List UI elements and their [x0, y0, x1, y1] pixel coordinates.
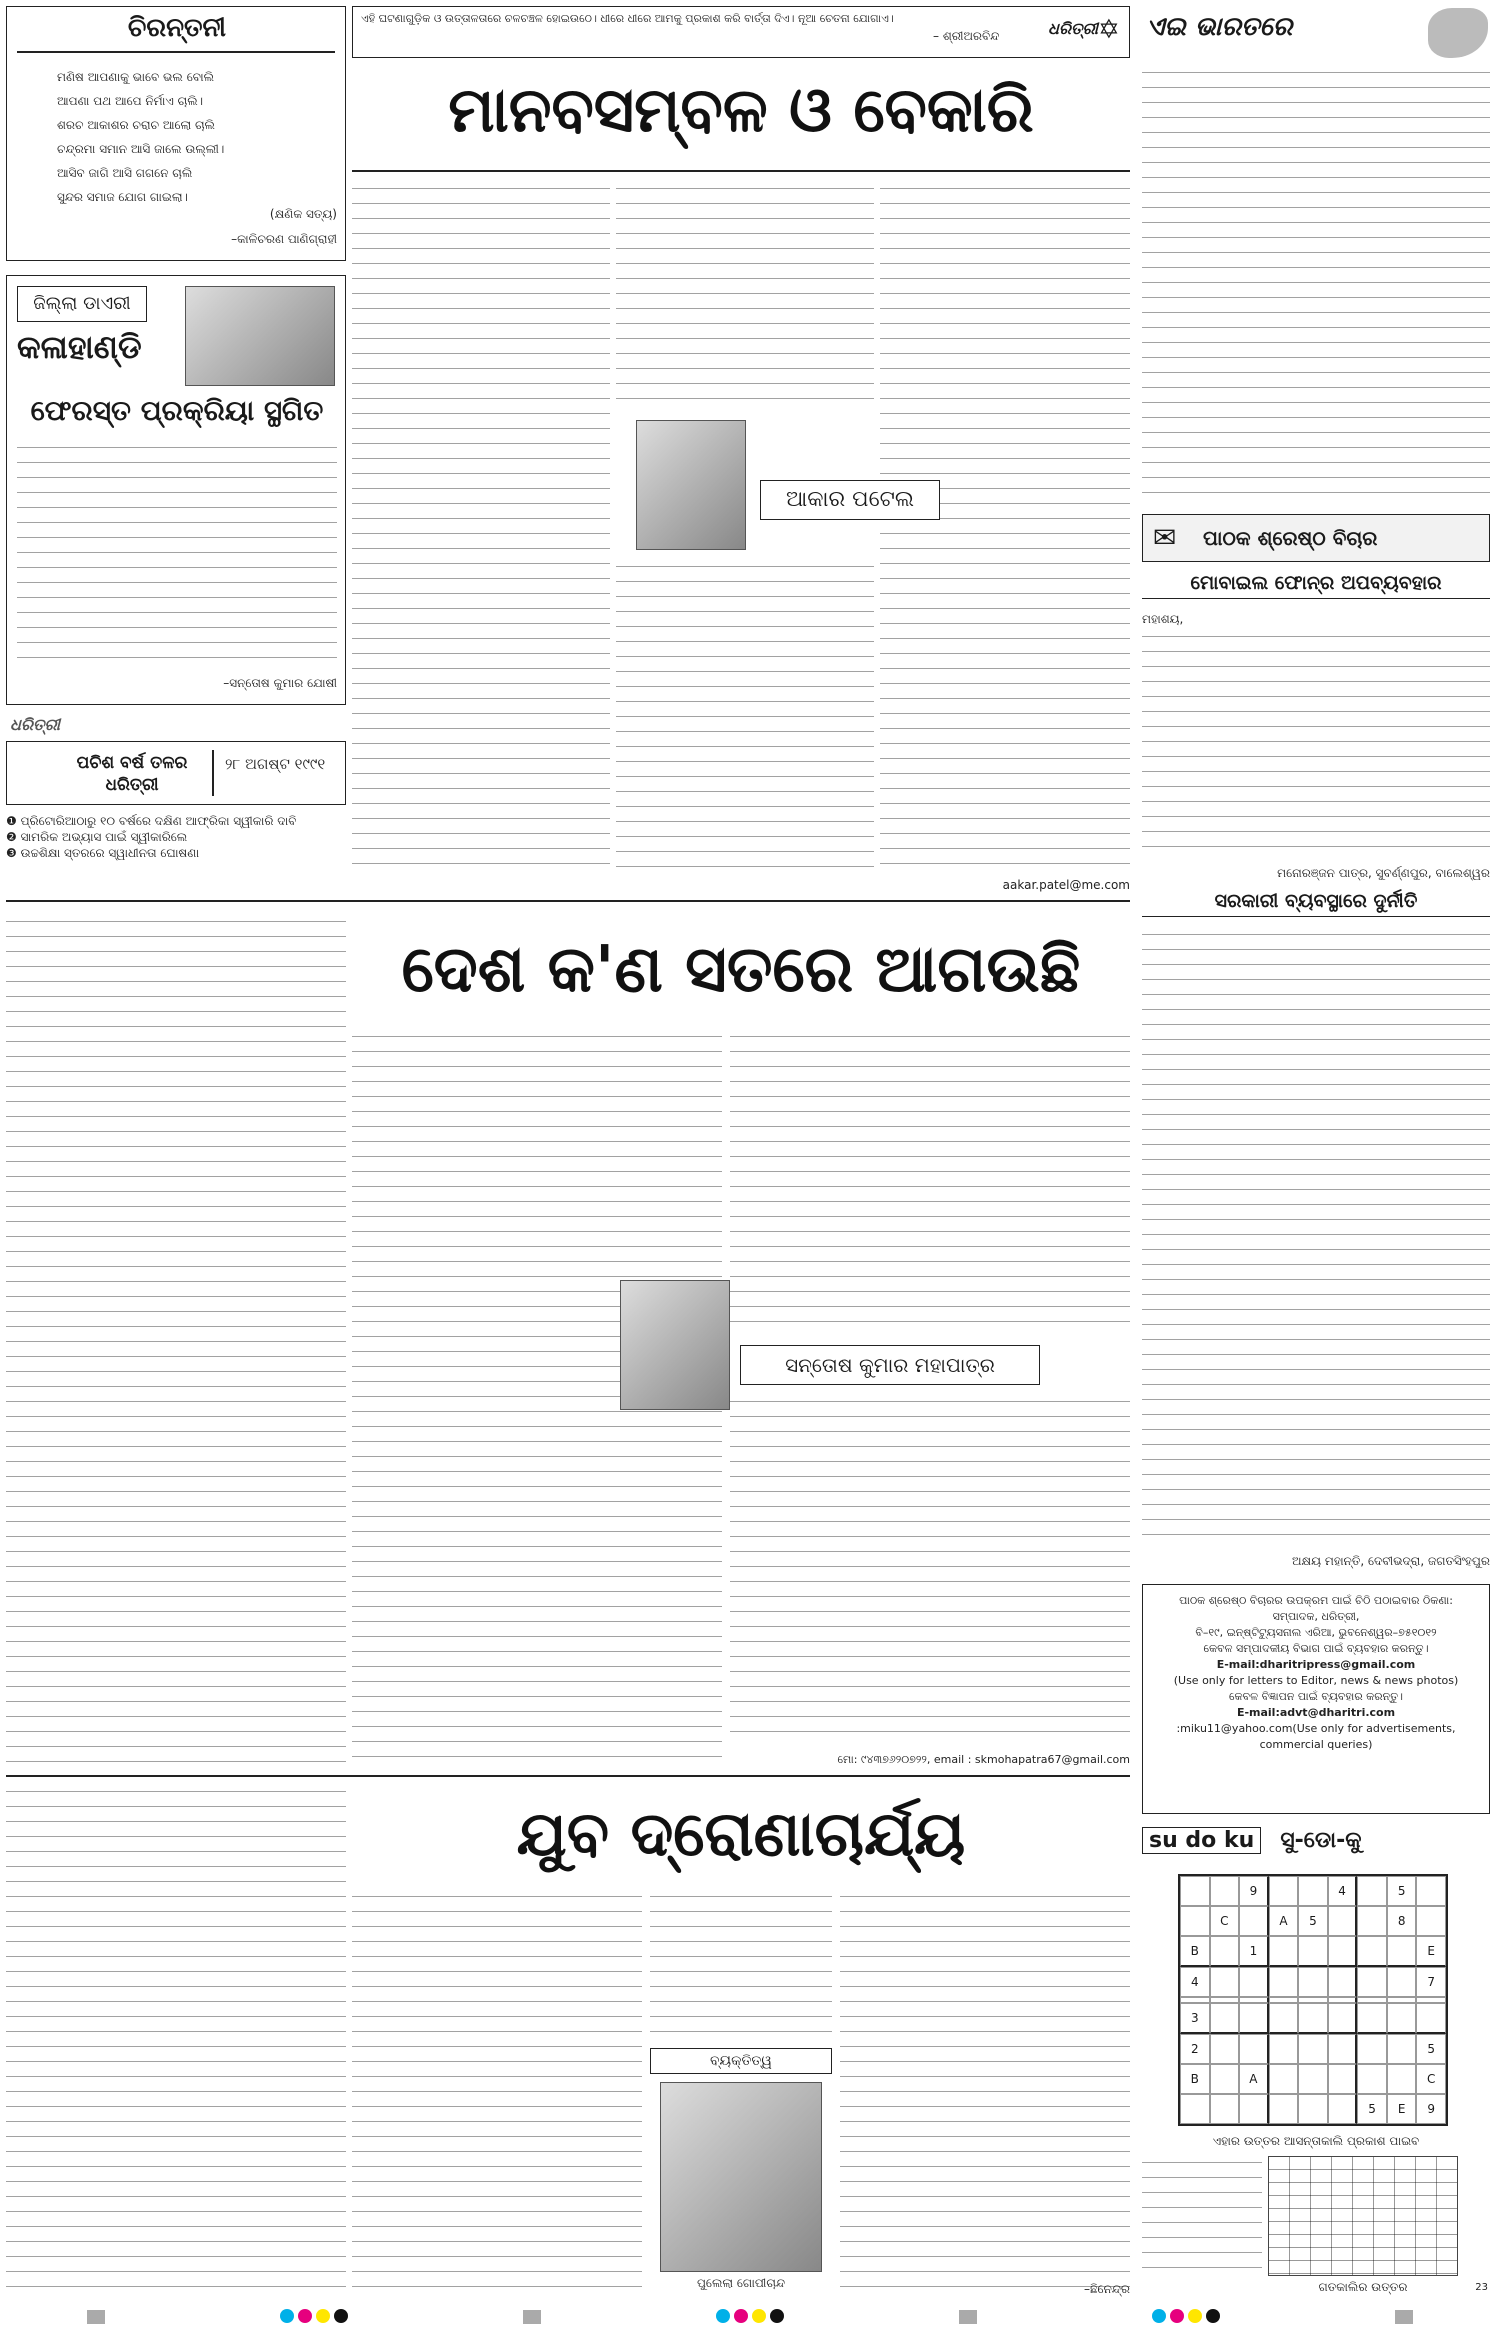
contact-line: E-mail:dharitripress@gmail.com	[1216, 1658, 1416, 1671]
sudoku-cell	[1328, 1906, 1358, 1936]
sudoku-cell	[1357, 1936, 1387, 1967]
article3-headline: ଯୁବ ଦ୍ରୋଣାଚାର୍ଯ୍ୟ	[516, 1797, 966, 1870]
article1-rule	[352, 170, 1130, 172]
poem-line: ମଣିଷ ଆପଣାକୁ ଭାବେ ଭଲ ବୋଲି	[57, 70, 215, 84]
article2-intro-body	[6, 915, 346, 1765]
poem-title: ଚିରନ୍ତନୀ	[127, 13, 227, 43]
contact-line: ବି–୧୯, ଇନ୍‌ଷ୍ଟିଟ୍ୟୁସନାଲ ଏରିଆ, ଭୁବନେଶ୍ୱର–୭୫୧୦୧୨	[1195, 1626, 1437, 1639]
sudoku-cell: 1	[1239, 1936, 1269, 1967]
contact-line: ସମ୍ପାଦକ, ଧରିତ୍ରୀ,	[1272, 1610, 1360, 1623]
print-registration-bar	[0, 2306, 1500, 2328]
sudoku-cell	[1269, 2094, 1299, 2124]
article3-body-right	[840, 1890, 1130, 2300]
article1-body-mid	[616, 182, 874, 412]
sudoku-cell	[1387, 1936, 1417, 1967]
gray-swatch	[87, 2310, 105, 2324]
sudoku-cell: B	[1180, 2064, 1210, 2094]
sudoku-title-en: su do ku	[1142, 1827, 1261, 1854]
sudoku-cell	[1357, 2034, 1387, 2064]
sudoku-cell: 7	[1416, 1967, 1446, 1997]
sudoku-cell	[1269, 2003, 1299, 2034]
article2-author-photo	[620, 1280, 730, 1410]
sudoku-cell	[1239, 2094, 1269, 2124]
poem-box	[6, 6, 346, 261]
sudoku-yesterday-label: ଗତକାଲିର ଉତ୍ତର	[1318, 2280, 1408, 2294]
top-quote-box	[352, 6, 1130, 58]
article1-body-right	[880, 182, 1130, 872]
sudoku-cell: 5	[1298, 1906, 1328, 1936]
sudoku-cell	[1357, 1906, 1387, 1936]
sudoku-cell	[1269, 2064, 1299, 2094]
article3-profile-label-box	[650, 2048, 832, 2074]
sudoku-cell	[1328, 2064, 1358, 2094]
contact-line: :miku11@yahoo.com(Use only for advertisements, commercial queries)	[1176, 1722, 1456, 1751]
readers-label: ପାଠକ ଶ୍ରେଷ୍ଠ ବିଚାର	[1203, 526, 1378, 550]
india-map-icon	[1428, 8, 1488, 58]
sudoku-cell	[1416, 1876, 1446, 1906]
sudoku-cell	[1298, 2003, 1328, 2034]
sudoku-cell	[1180, 1906, 1210, 1936]
district-name: କଳାହାଣ୍ଡି	[17, 328, 142, 366]
sudoku-cell	[1210, 1967, 1240, 1997]
sudoku-cell	[1298, 1876, 1328, 1906]
letter1-title: ମୋବାଇଲ ଫୋନ୍‌ର ଅପବ୍ୟବହାର	[1142, 572, 1490, 599]
article3-body-mid	[650, 1890, 832, 2040]
contact-lines	[1143, 1585, 1489, 1761]
article-separator	[6, 900, 1130, 902]
sudoku-cell: 8	[1387, 1906, 1417, 1936]
sudoku-cell: 4	[1180, 1967, 1210, 1997]
cmyk-dots	[1150, 2308, 1222, 2327]
article3-profile-label: ବ୍ୟକ୍ତିତ୍ୱ	[710, 2053, 772, 2069]
article1-body-mid2	[616, 560, 874, 872]
flashback-list	[6, 813, 346, 861]
article1-headline: ମାନବସମ୍ବଳ ଓ ବେକାରି	[448, 73, 1034, 146]
sudoku-cell	[1328, 2094, 1358, 2124]
contact-line: ପାଠକ ଶ୍ରେଷ୍ଠ ବିଚାରର ଉପକ୍ରମ ପାଇଁ ଚିଠି ପଠାଇବାର ଠିକଣା:	[1179, 1594, 1453, 1607]
right-top-body	[1142, 66, 1490, 506]
sudoku-cell	[1416, 2003, 1446, 2034]
district-diary-label: ଜିଲ୍ଲା ଡାଏରୀ	[17, 286, 147, 322]
envelope-icon: ✉	[1153, 521, 1177, 554]
sudoku-cell: B	[1180, 1936, 1210, 1967]
sudoku-cell	[1298, 1936, 1328, 1967]
contact-box	[1142, 1584, 1490, 1814]
contact-line: E-mail:advt@dharitri.com	[1236, 1706, 1396, 1719]
sudoku-cell	[1210, 2094, 1240, 2124]
sudoku-cell: 3	[1180, 2003, 1210, 2034]
district-author: –ସନ୍ତୋଷ କୁମାର ଯୋଷୀ	[223, 676, 337, 690]
poem-line: ଚନ୍ଦ୍ରମା ସମାନ ଆସି ଜାଲେ ଉଲ୍ଲୀ।	[57, 142, 225, 156]
sudoku-cell: 4	[1328, 1876, 1358, 1906]
article2-headline: ଦେଶ କ'ଣ ସତରେ ଆଗଉଛି	[401, 933, 1081, 1007]
article3-photo	[660, 2082, 822, 2272]
poem-source: (କ୍ଷଣିକ ସତ୍ୟ)	[269, 207, 337, 221]
sudoku-title-or: ସୁ-ଡୋ-କୁ	[1280, 1828, 1362, 1853]
sudoku-cell	[1387, 2064, 1417, 2094]
page-number: 23	[1475, 2282, 1488, 2293]
brand-logo: ଧରିତ୍ରୀ	[1048, 19, 1098, 38]
sudoku-header	[1142, 1828, 1490, 1868]
sudoku-cell	[1210, 1936, 1240, 1967]
sudoku-cell	[1357, 2003, 1387, 2034]
sudoku-cell	[1298, 2034, 1328, 2064]
sudoku-cell: 5	[1416, 2034, 1446, 2064]
quote-author: – ଶ୍ରୀଅରବିନ୍ଦ	[933, 29, 1000, 43]
readers-box	[1142, 514, 1490, 562]
sudoku-cell	[1298, 2094, 1328, 2124]
letter1-body	[1142, 630, 1490, 860]
sudoku-cell	[1298, 2064, 1328, 2094]
dharitri-label: ଧରିତ୍ରୀ	[10, 715, 60, 734]
letter2-author: ଅକ୍ଷୟ ମହାନ୍ତି, ଦେବୀଭଦ୍ରା, ଜଗତସିଂହପୁର	[1291, 1554, 1490, 1568]
section-logo: ଏଇ ଭାରତରେ	[1146, 12, 1293, 42]
sudoku-cell	[1269, 2034, 1299, 2064]
article2-author: ସନ୍ତୋଷ କୁମାର ମହାପାତ୍ର	[785, 1353, 995, 1377]
sudoku-cell	[1387, 2003, 1417, 2034]
article2-contact: ମୋ: ୯୪୩୭୬୨୦୭୨୨, email : skmohapatra67@gmail.com	[837, 1753, 1130, 1766]
gray-swatch	[1395, 2310, 1413, 2324]
contact-line: (Use only for letters to Editor, news & news photos)	[1173, 1674, 1459, 1687]
poem-divider	[17, 51, 335, 53]
sudoku-cell: 5	[1357, 2094, 1387, 2124]
sudoku-cell	[1269, 1936, 1299, 1967]
sudoku-cell	[1210, 2064, 1240, 2094]
sudoku-grid	[1178, 1874, 1448, 2126]
flashback-item: ❸ ଉଚ୍ଚଶିକ୍ଷା ସ୍ତରରେ ସ୍ୱାଧୀନତା ଘୋଷଣା	[6, 846, 200, 860]
temple-photo	[185, 286, 335, 386]
flashback-section	[6, 715, 346, 865]
star-icon: ✡	[1098, 15, 1120, 45]
article3-intro-body	[6, 1785, 346, 2300]
sudoku-cell: 9	[1239, 1876, 1269, 1906]
sudoku-cell	[1387, 1967, 1417, 1997]
letter2-body	[1142, 928, 1490, 1548]
sudoku-cell	[1328, 1936, 1358, 1967]
article1-author-photo	[636, 420, 746, 550]
sudoku-cell	[1269, 1876, 1299, 1906]
sudoku-cell	[1357, 1967, 1387, 1997]
article3-photo-caption: ପୁଲେଲା ଗୋପୀଚାନ୍ଦ	[696, 2276, 786, 2290]
poem-line: ସୁନ୍ଦର ସମାଜ ଯୋଗ ଗାଇଲା।	[57, 190, 188, 204]
article1-author: ଆକାର ପଟେଲ	[785, 487, 915, 512]
sudoku-cell	[1357, 1876, 1387, 1906]
article-separator	[6, 1775, 1130, 1777]
sudoku-cell	[1328, 2034, 1358, 2064]
flashback-title: ପଚିଶ ବର୍ଷ ତଳର ଧରିତ୍ରୀ	[76, 753, 188, 795]
sudoku-cell	[1180, 1876, 1210, 1906]
sudoku-cell	[1269, 1967, 1299, 1997]
article2-body-right	[730, 1030, 1130, 1325]
sudoku-cell	[1210, 2003, 1240, 2034]
quote-text: ଏହି ଘଟଣାଗୁଡ଼ିକ ଓ ଉତ୍ତାଳତାରେ ଚଳଚଞ୍ଚଳ ହୋଇଉଠେ। ଧୀରେ ଧୀରେ ଆମକୁ ପ୍ରକାଶ କରି ବାର୍ତ୍ତା ଦିଏ। ନୂଆ ଚେତନା ଯୋଗାଏ।	[361, 12, 894, 25]
sudoku-cell	[1239, 1906, 1269, 1936]
sudoku-cell: C	[1416, 2064, 1446, 2094]
poem-line: ଆସିବ ଜାଗି ଆସି ଗଗନେ ଚାଲି	[57, 166, 193, 180]
flashback-date: ୨୮ ଅଗଷ୍ଟ ୧୯୯୧	[225, 755, 326, 773]
flashback-divider	[212, 750, 214, 796]
sudoku-cell: E	[1416, 1936, 1446, 1967]
article1-email: aakar.patel@me.com	[1002, 878, 1130, 892]
letter1-salutation: ମହାଶୟ,	[1142, 612, 1184, 626]
sudoku-cell	[1298, 1967, 1328, 1997]
cmyk-dots	[714, 2308, 786, 2327]
sudoku-cell	[1416, 1906, 1446, 1936]
sudoku-cell	[1357, 2064, 1387, 2094]
sudoku-cell: E	[1387, 2094, 1417, 2124]
sudoku-cell	[1239, 2003, 1269, 2034]
article2-body-right2	[730, 1395, 1130, 1745]
district-diary-box	[6, 275, 346, 705]
sudoku-answer-grid	[1268, 2156, 1458, 2276]
sudoku-cell: 9	[1416, 2094, 1446, 2124]
sudoku-cell: A	[1239, 2064, 1269, 2094]
sudoku-cell	[1239, 1967, 1269, 1997]
sudoku-cell	[1328, 1967, 1358, 1997]
sudoku-cell	[1210, 1876, 1240, 1906]
gray-swatch	[959, 2310, 977, 2324]
article2-author-box	[740, 1345, 1040, 1385]
poem-author: –କାଳିଚରଣ ପାଣିଗ୍ରାହୀ	[231, 232, 337, 246]
contact-line: କେବଳ ବିଜ୍ଞାପନ ପାଇଁ ବ୍ୟବହାର କରନ୍ତୁ।	[1228, 1690, 1403, 1703]
letter1-author: ମନୋରଞ୍ଜନ ପାତ୍ର, ସୁବର୍ଣ୍ଣପୁର, ବାଲେଶ୍ୱର	[1277, 866, 1490, 880]
article1-author-box	[760, 480, 940, 520]
sudoku-cell	[1328, 2003, 1358, 2034]
flashback-title-box	[6, 741, 346, 805]
right-column	[1138, 6, 1494, 2296]
flashback-item: ❷ ସାମରିକ ଅଭ୍ୟାସ ପାଇଁ ସ୍ୱୀକାରିଲେ	[6, 830, 188, 844]
article1-body-left	[352, 182, 610, 872]
gray-swatch	[523, 2310, 541, 2324]
sudoku-cell: 2	[1180, 2034, 1210, 2064]
sudoku-notes	[1142, 2156, 1262, 2276]
poem-lines	[57, 65, 317, 209]
poem-line: ଶରଚ ଆକାଶର ଚରାଚ ଆଲୋ ଚାଲି	[57, 118, 215, 132]
sudoku-cell: 5	[1387, 1876, 1417, 1906]
sudoku-cell: C	[1210, 1906, 1240, 1936]
sudoku-cell	[1180, 2094, 1210, 2124]
sudoku-cell: A	[1269, 1906, 1299, 1936]
contact-line: କେବଳ ସମ୍ପାଦକୀୟ ବିଭାଗ ପାଇଁ ବ୍ୟବହାର କରନ୍ତୁ।	[1203, 1642, 1429, 1655]
sudoku-cell	[1387, 2034, 1417, 2064]
flashback-item: ❶ ପ୍ରିଟୋରିଆଠାରୁ ୧୦ ବର୍ଷରେ ଦକ୍ଷିଣ ଆଫ୍ରିକା ସ୍ୱୀକାରି ଦାବି	[6, 814, 297, 828]
cmyk-dots	[278, 2308, 350, 2327]
district-headline: ଫେରସ୍ତ ପ୍ରକ୍ରିୟା ସ୍ଥଗିତ	[30, 394, 324, 427]
sudoku-cell	[1210, 2034, 1240, 2064]
article3-author: –ଛିନେନ୍ଦ୍ର	[1083, 2282, 1130, 2296]
sudoku-cell	[1239, 2034, 1269, 2064]
district-body	[17, 441, 337, 671]
sudoku-footer-note: ଏହାର ଉତ୍ତର ଆସନ୍ତାକାଲି ପ୍ରକାଶ ପାଇବ	[1212, 2134, 1420, 2148]
letter2-title: ସରକାରୀ ବ୍ୟବସ୍ଥାରେ ଦୁର୍ନୀତି	[1142, 890, 1490, 917]
article3-body-left	[352, 1890, 642, 2300]
poem-line: ଆପଣା ପଥ ଆପେ ନିର୍ମାଏ ଚାଲି।	[57, 94, 204, 108]
